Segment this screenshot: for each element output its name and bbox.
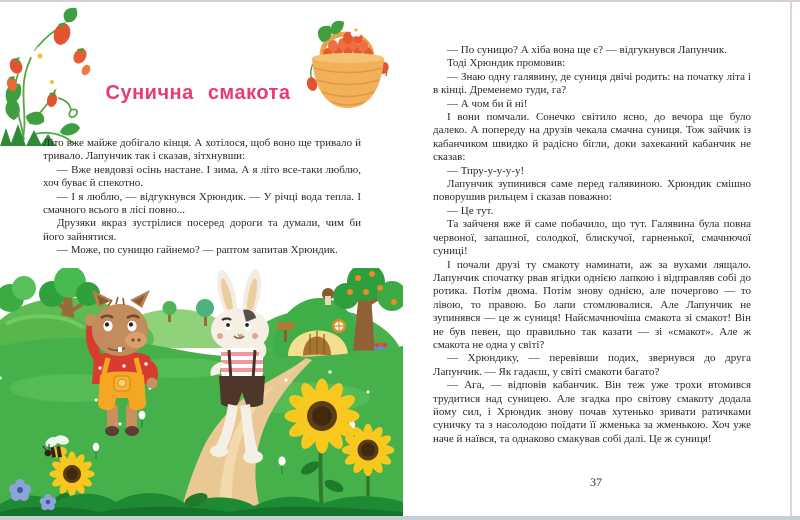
story-text-right bbox=[433, 44, 751, 446]
basket-flower bbox=[349, 23, 362, 36]
paragraph: — Може, по суницю гайнемо? — раптом запитав Хрюндик. bbox=[57, 244, 338, 257]
paragraph: Та зайченя вже й саме побачило, що тут. Галявина була повна червоної, запашної, солодкої, блискучої, гарненької, смачнючої суниці! bbox=[433, 218, 751, 258]
paragraph: І вони помчали. Сонечко світило ясно, до вечора ще було далеко. А попереду на друзів чекала смачна суниця. Тож зайчик із кабанчиком швидко й радісно бігли, доки захеканий кабанчик не сказав: bbox=[433, 111, 751, 164]
strawberry-plant-illustration bbox=[0, 4, 96, 146]
paragraph: — Ага, — відповів кабанчик. Він теж уже трохи втомився трудитися над суницею. Але згадка про світову смакоту додала йому сил, і Хрюндик знову почав хутенько зривати ратичками суничку та з насолодою поїдати її жменька за жменькою. Хоч уже наче й наївся, та однаково смакував собі далі. Це ж суниця! bbox=[433, 379, 751, 445]
plant-flowers bbox=[31, 47, 60, 90]
paragraph: Тоді Хрюндик промовив: bbox=[447, 57, 566, 70]
paragraph: — І я люблю, — відгукнувся Хрюндик. — У річці вода тепла. І смачного всього в лісі повно... bbox=[43, 190, 361, 217]
story-text-left bbox=[43, 137, 361, 258]
paragraph: Друзяки якраз зустрілися посеред дороги та думали, чим би його зайнятися. bbox=[43, 217, 361, 243]
chapter-title: Сунична смакота bbox=[105, 82, 291, 104]
basket-body bbox=[312, 58, 384, 108]
strawberry-basket-illustration bbox=[306, 8, 390, 112]
paragraph: І почали друзі ту смакоту наминати, аж за вухами лящало. Лапунчик спочатку рвав ягідки однією лапкою і відправляв собі до ротика. Потім двома. Потім знову однією, але почергово — то лівою, то правою. Бо лапи стомлювалися. Але Лапунчик не зупинявся — це ж суниця! Найсмачнючіша смакота зі смакот! Він не був певен, що правильно так казати — зі «смакот». Але ж смакота не одна у світі? bbox=[433, 258, 751, 351]
paragraph: — Вже невдовзі осінь настане. І зима. А я літо все-таки люблю, хоч буває й спекотно. bbox=[43, 163, 361, 190]
paragraph: — Хрюндику, — перевівши подих, звернувся до друга Лапунчик. — Як гадаєш, у світі смакоти багато? bbox=[433, 352, 751, 378]
paragraph: — Це тут. bbox=[447, 204, 494, 217]
page-bottom-edge bbox=[0, 516, 800, 520]
paragraph: Літо вже майже добігало кінця. А хотілося, щоб воно ще тривало й тривало. Лапунчик так і сказав, зітхнувши: bbox=[43, 137, 361, 163]
page-right-edge bbox=[790, 2, 792, 516]
paragraph: — Тпру-у-у-у-у! bbox=[447, 164, 525, 177]
paragraph: Лапунчик зупинився саме перед галявиною. Хрюндик смішно поворушив рильцем і сказав поважно: bbox=[433, 178, 751, 204]
rabbit-shirt bbox=[221, 348, 263, 380]
paragraph: — А чом би й ні! bbox=[447, 97, 528, 110]
page-top-edge bbox=[0, 0, 800, 2]
paragraph: — По суницю? А хіба вона ще є? — відгукнувся Лапунчик. bbox=[447, 44, 727, 56]
paragraph: — Знаю одну галявину, де суниця двічі родить: на початку літа і в кінці. Дременемо туди, га? bbox=[433, 70, 751, 97]
page-number: 37 bbox=[590, 475, 602, 489]
main-illustration bbox=[0, 268, 403, 516]
